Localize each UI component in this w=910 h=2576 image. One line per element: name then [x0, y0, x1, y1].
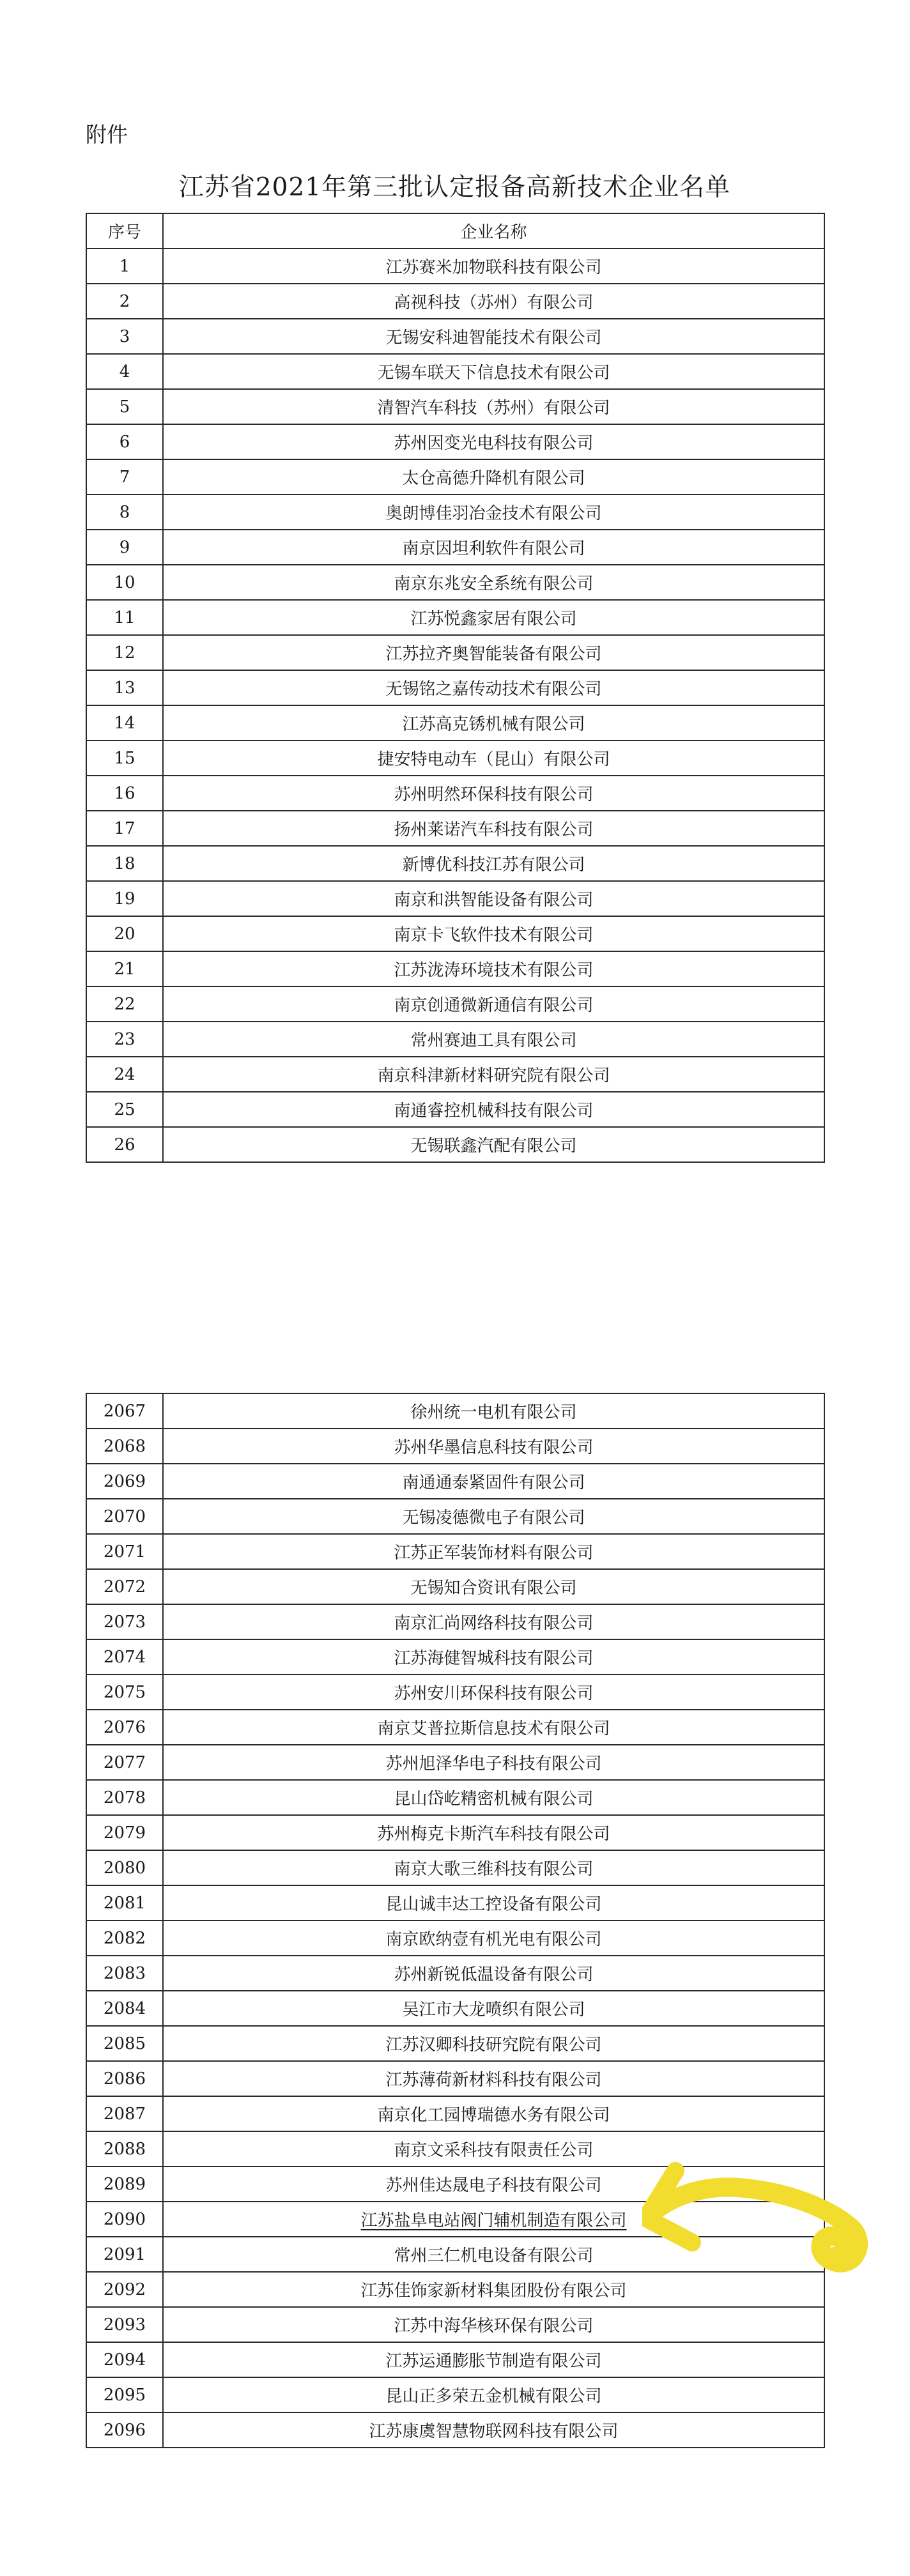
- row-number: 4: [86, 354, 163, 389]
- table-row: [86, 670, 824, 705]
- table-row: [86, 2342, 824, 2377]
- row-number: 26: [86, 1127, 163, 1162]
- row-number: 19: [86, 881, 163, 916]
- table-row: [86, 1429, 824, 1464]
- row-number: 5: [86, 389, 163, 424]
- company-name: 南京东兆安全系统有限公司: [163, 565, 824, 600]
- row-number: 2093: [86, 2307, 163, 2342]
- row-number: 2079: [86, 1815, 163, 1850]
- row-number: 2088: [86, 2131, 163, 2166]
- table-row: [86, 600, 824, 635]
- row-number: 2078: [86, 1780, 163, 1815]
- company-name: 常州赛迪工具有限公司: [163, 1022, 824, 1057]
- row-number: 2083: [86, 1956, 163, 1991]
- table-row: [86, 1092, 824, 1127]
- company-name: 南京创通微新通信有限公司: [163, 986, 824, 1022]
- company-name: 吴江市大龙喷织有限公司: [163, 1991, 824, 2026]
- row-number: 2094: [86, 2342, 163, 2377]
- company-name: 苏州新锐低温设备有限公司: [163, 1956, 824, 1991]
- company-name: 江苏海健智城科技有限公司: [163, 1639, 824, 1675]
- company-name: 南京欧纳壹有机光电有限公司: [163, 1920, 824, 1956]
- company-name: 南京因坦利软件有限公司: [163, 530, 824, 565]
- table-row: [86, 494, 824, 530]
- row-number: 2081: [86, 1885, 163, 1920]
- row-number: 7: [86, 459, 163, 494]
- table-row: [86, 776, 824, 811]
- table-row: [86, 986, 824, 1022]
- row-number: 12: [86, 635, 163, 670]
- company-name: 南通睿控机械科技有限公司: [163, 1092, 824, 1127]
- row-number: 23: [86, 1022, 163, 1057]
- company-name: 苏州华墨信息科技有限公司: [163, 1429, 824, 1464]
- table-row: [86, 284, 824, 319]
- row-number: 2072: [86, 1569, 163, 1604]
- company-name: 捷安特电动车（昆山）有限公司: [163, 740, 824, 776]
- table-row: [86, 1499, 824, 1534]
- company-name: 南通通泰紧固件有限公司: [163, 1464, 824, 1499]
- table-row: [86, 1569, 824, 1604]
- company-name: 徐州统一电机有限公司: [163, 1393, 824, 1429]
- table-row: [86, 635, 824, 670]
- company-name: 新博优科技江苏有限公司: [163, 846, 824, 881]
- company-name: 常州三仁机电设备有限公司: [163, 2237, 824, 2272]
- company-name: 扬州莱诺汽车科技有限公司: [163, 811, 824, 846]
- table-row: [86, 916, 824, 951]
- table-row: [86, 1710, 824, 1745]
- row-number: 2077: [86, 1745, 163, 1780]
- row-number: 8: [86, 494, 163, 530]
- table-row: [86, 2096, 824, 2131]
- company-name: 无锡凌德微电子有限公司: [163, 1499, 824, 1534]
- row-number: 6: [86, 424, 163, 459]
- row-number: 2095: [86, 2377, 163, 2412]
- row-number: 2082: [86, 1920, 163, 1956]
- row-number: 9: [86, 530, 163, 565]
- row-number: 2076: [86, 1710, 163, 1745]
- row-number: 24: [86, 1057, 163, 1092]
- table-row: [86, 846, 824, 881]
- company-name: 南京艾普拉斯信息技术有限公司: [163, 1710, 824, 1745]
- table-row: [86, 1022, 824, 1057]
- header-company: 企业名称: [163, 213, 824, 249]
- company-name: 南京大歌三维科技有限公司: [163, 1850, 824, 1885]
- table-row: [86, 2412, 824, 2448]
- table-row: [86, 2026, 824, 2061]
- row-number: 18: [86, 846, 163, 881]
- row-number: 2069: [86, 1464, 163, 1499]
- company-name: 无锡联鑫汽配有限公司: [163, 1127, 824, 1162]
- table-row: [86, 1920, 824, 1956]
- row-number: 2071: [86, 1534, 163, 1569]
- table-row: [86, 705, 824, 740]
- company-name: 高视科技（苏州）有限公司: [163, 284, 824, 319]
- company-name: 南京科津新材料研究院有限公司: [163, 1057, 824, 1092]
- row-number: 20: [86, 916, 163, 951]
- company-name: 南京汇尚网络科技有限公司: [163, 1604, 824, 1639]
- document-title: 江苏省2021年第三批认定报备高新技术企业名单: [178, 173, 731, 202]
- company-name: 江苏汉卿科技研究院有限公司: [163, 2026, 824, 2061]
- row-number: 2091: [86, 2237, 163, 2272]
- row-number: 21: [86, 951, 163, 986]
- company-name: 南京和洪智能设备有限公司: [163, 881, 824, 916]
- company-name: 南京化工园博瑞德水务有限公司: [163, 2096, 824, 2131]
- row-number: 2074: [86, 1639, 163, 1675]
- table-body-first: [86, 249, 824, 1162]
- table-row: [86, 1745, 824, 1780]
- row-number: 2068: [86, 1429, 163, 1464]
- row-number: 2087: [86, 2096, 163, 2131]
- row-number: 15: [86, 740, 163, 776]
- arrow-stroke: [647, 2187, 858, 2262]
- table-row: [86, 565, 824, 600]
- row-number: 25: [86, 1092, 163, 1127]
- row-number: 2085: [86, 2026, 163, 2061]
- table-row: [86, 530, 824, 565]
- company-name: 江苏赛米加物联科技有限公司: [163, 249, 824, 284]
- table-row: [86, 249, 824, 284]
- attachment-label: 附件: [86, 122, 128, 147]
- row-number: 16: [86, 776, 163, 811]
- table-row: [86, 2377, 824, 2412]
- company-name: 江苏泷涛环境技术有限公司: [163, 951, 824, 986]
- table-row: [86, 1464, 824, 1499]
- row-number: 2086: [86, 2061, 163, 2096]
- table-row: [86, 740, 824, 776]
- company-name: 苏州因变光电科技有限公司: [163, 424, 824, 459]
- company-name: 昆山岱屹精密机械有限公司: [163, 1780, 824, 1815]
- company-name: 江苏高克锈机械有限公司: [163, 705, 824, 740]
- row-number: 2089: [86, 2166, 163, 2202]
- table-header-row: [86, 213, 824, 249]
- table-row: [86, 424, 824, 459]
- table-row: [86, 1604, 824, 1639]
- row-number: 2096: [86, 2412, 163, 2448]
- row-number: 17: [86, 811, 163, 846]
- company-table-first: [86, 213, 825, 1163]
- company-name: 江苏康虞智慧物联网科技有限公司: [163, 2412, 824, 2448]
- header-number: 序号: [86, 213, 163, 249]
- row-number: 14: [86, 705, 163, 740]
- row-number: 22: [86, 986, 163, 1022]
- company-name: 江苏盐阜电站阀门辅机制造有限公司: [163, 2202, 824, 2237]
- company-name: 江苏悦鑫家居有限公司: [163, 600, 824, 635]
- company-name: 南京文采科技有限责任公司: [163, 2131, 824, 2166]
- row-number: 2075: [86, 1675, 163, 1710]
- company-name: 无锡安科迪智能技术有限公司: [163, 319, 824, 354]
- company-name: 江苏运通膨胀节制造有限公司: [163, 2342, 824, 2377]
- company-name: 奥朗博佳羽冶金技术有限公司: [163, 494, 824, 530]
- company-name: 苏州梅克卡斯汽车科技有限公司: [163, 1815, 824, 1850]
- company-name: 江苏薄荷新材料科技有限公司: [163, 2061, 824, 2096]
- company-name: 江苏正军装饰材料有限公司: [163, 1534, 824, 1569]
- company-name: 江苏佳饰家新材料集团股份有限公司: [163, 2272, 824, 2307]
- company-name: 无锡知合资讯有限公司: [163, 1569, 824, 1604]
- table-row: [86, 354, 824, 389]
- row-number: 2070: [86, 1499, 163, 1534]
- table-row: [86, 459, 824, 494]
- table-row: [86, 1815, 824, 1850]
- row-number: 3: [86, 319, 163, 354]
- company-name: 苏州佳达晟电子科技有限公司: [163, 2166, 824, 2202]
- row-number: 2090: [86, 2202, 163, 2237]
- company-name: 江苏中海华核环保有限公司: [163, 2307, 824, 2342]
- table-row: [86, 1057, 824, 1092]
- table-row: [86, 951, 824, 986]
- table-row: [86, 1675, 824, 1710]
- table-row: [86, 1534, 824, 1569]
- company-name: 苏州旭泽华电子科技有限公司: [163, 1745, 824, 1780]
- row-number: 2067: [86, 1393, 163, 1429]
- company-name: 无锡车联天下信息技术有限公司: [163, 354, 824, 389]
- company-name: 太仓高德升降机有限公司: [163, 459, 824, 494]
- row-number: 13: [86, 670, 163, 705]
- company-name: 苏州安川环保科技有限公司: [163, 1675, 824, 1710]
- table-row: [86, 1850, 824, 1885]
- row-number: 2092: [86, 2272, 163, 2307]
- row-number: 10: [86, 565, 163, 600]
- table-row: [86, 811, 824, 846]
- company-name: 苏州明然环保科技有限公司: [163, 776, 824, 811]
- row-number: 2084: [86, 1991, 163, 2026]
- handwritten-arrow-annotation: [642, 2159, 898, 2287]
- table-row: [86, 389, 824, 424]
- table-row: [86, 1127, 824, 1162]
- table-row: [86, 1639, 824, 1675]
- table-row: [86, 1956, 824, 1991]
- table-body-second: [86, 1393, 824, 2448]
- table-row: [86, 1780, 824, 1815]
- company-name: 昆山诚丰达工控设备有限公司: [163, 1885, 824, 1920]
- company-name: 清智汽车科技（苏州）有限公司: [163, 389, 824, 424]
- row-number: 2080: [86, 1850, 163, 1885]
- row-number: 2: [86, 284, 163, 319]
- row-number: 2073: [86, 1604, 163, 1639]
- company-name: 无锡铭之嘉传动技术有限公司: [163, 670, 824, 705]
- table-row: [86, 2307, 824, 2342]
- table-row: [86, 1991, 824, 2026]
- table-row: [86, 319, 824, 354]
- table-row: [86, 1393, 824, 1429]
- row-number: 11: [86, 600, 163, 635]
- company-name: 南京卡飞软件技术有限公司: [163, 916, 824, 951]
- table-row: [86, 881, 824, 916]
- company-name: 江苏拉齐奥智能装备有限公司: [163, 635, 824, 670]
- company-table-second: [86, 1393, 825, 2448]
- row-number: 1: [86, 249, 163, 284]
- company-name: 昆山正多荣五金机械有限公司: [163, 2377, 824, 2412]
- table-row: [86, 2061, 824, 2096]
- table-row: [86, 1885, 824, 1920]
